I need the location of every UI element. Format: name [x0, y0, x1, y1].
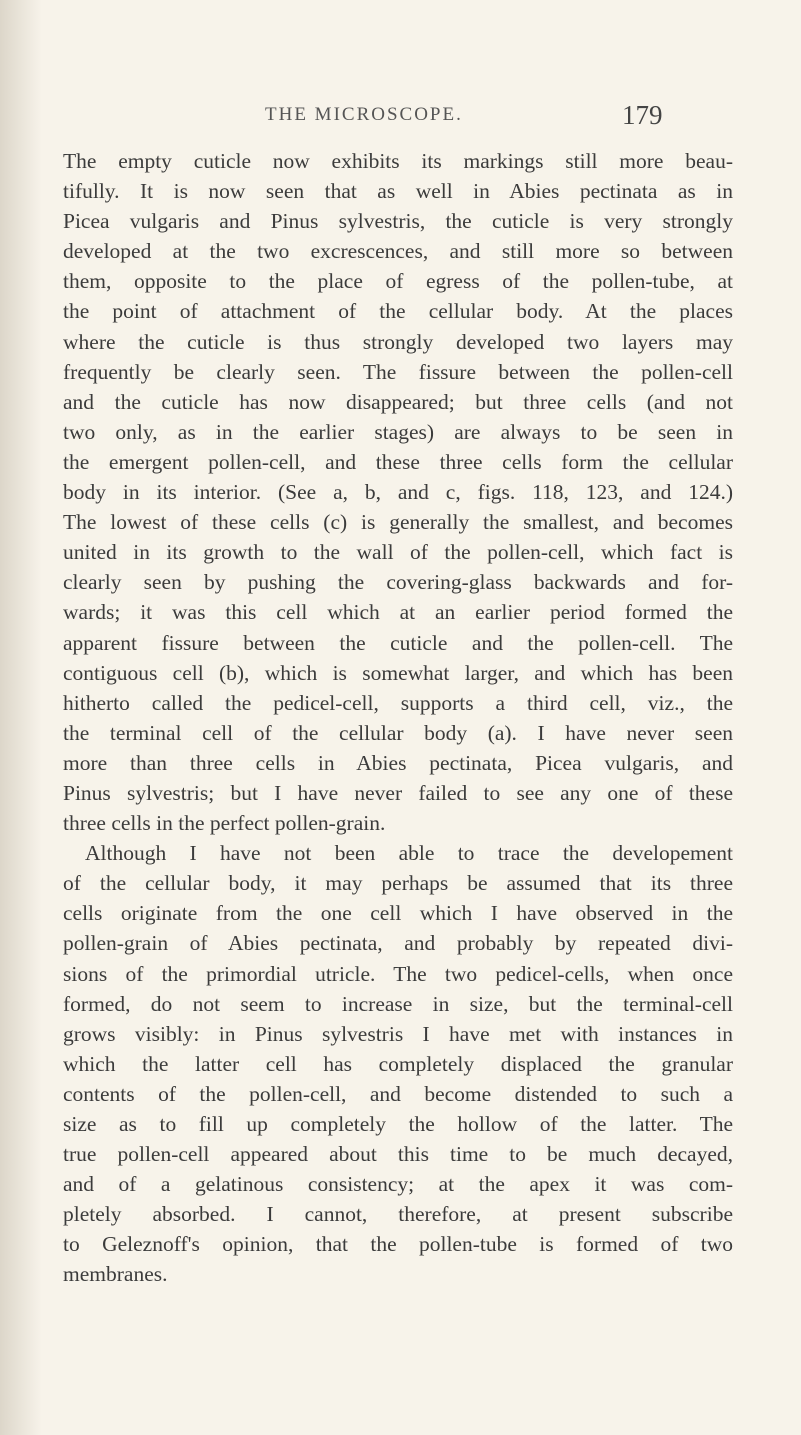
text-line: contents of the pollen-cell, and become distended to such a: [63, 1081, 733, 1106]
running-title: THE MICROSCOPE.: [265, 104, 463, 125]
text-line: the emergent pollen-cell, and these three cells form the cellular: [63, 449, 733, 474]
text-line: grows visibly: in Pinus sylvestris I have met with instances in: [63, 1021, 733, 1046]
page-edge-shadow: [0, 0, 42, 1435]
text-line: united in its growth to the wall of the pollen-cell, which fact is: [63, 540, 733, 565]
text-line: true pollen-cell appeared about this time to be much decayed,: [63, 1142, 733, 1167]
paragraph-start-line: Although I have not been able to trace the developement: [85, 841, 733, 866]
text-line: of the cellular body, it may perhaps be assumed that its three: [63, 871, 733, 896]
text-line: frequently be clearly seen. The fissure between the pollen-cell: [63, 359, 733, 384]
paragraph-end-line: three cells in the perfect pollen-grain.: [63, 811, 386, 836]
text-line: body in its interior. (See a, b, and c, figs. 118, 123, and 124.): [63, 480, 733, 505]
text-line: the point of attachment of the cellular body. At the places: [63, 299, 733, 324]
text-line: clearly seen by pushing the covering-glass backwards and for-: [63, 570, 733, 595]
text-line: tifully. It is now seen that as well in Abies pectinata as in: [63, 179, 733, 204]
text-line: where the cuticle is thus strongly developed two layers may: [63, 329, 733, 354]
text-line: cells originate from the one cell which I have observed in the: [63, 901, 733, 926]
text-line: The empty cuticle now exhibits its markings still more beau-: [63, 149, 733, 173]
text-line: to Geleznoff's opinion, that the pollen-tube is formed of two: [63, 1232, 733, 1257]
running-header: [0, 100, 801, 136]
text-line: and of a gelatinous consistency; at the apex it was com-: [63, 1172, 733, 1197]
text-line: hitherto called the pedicel-cell, supports a third cell, viz., the: [63, 690, 733, 715]
text-line: two only, as in the earlier stages) are always to be seen in: [63, 419, 733, 444]
paragraph-end-line: membranes.: [63, 1262, 168, 1287]
text-line: more than three cells in Abies pectinata, Picea vulgaris, and: [63, 750, 733, 775]
text-line: contiguous cell (b), which is somewhat larger, and which has been: [63, 660, 733, 685]
text-line: the terminal cell of the cellular body (a). I have never seen: [63, 720, 733, 745]
text-line: and the cuticle has now disappeared; but three cells (and not: [63, 389, 733, 414]
text-line: Pinus sylvestris; but I have never failed to see any one of these: [63, 780, 733, 805]
page-number: 179: [622, 100, 663, 130]
text-line: Picea vulgaris and Pinus sylvestris, the cuticle is very strongly: [63, 209, 733, 234]
text-line: wards; it was this cell which at an earlier period formed the: [63, 600, 733, 625]
text-line: developed at the two excrescences, and still more so between: [63, 239, 733, 264]
body-text: [63, 146, 733, 1290]
text-line: formed, do not seem to increase in size, but the terminal-cell: [63, 991, 733, 1016]
text-line: pollen-grain of Abies pectinata, and probably by repeated divi-: [63, 931, 733, 956]
text-line: The lowest of these cells (c) is generally the smallest, and becomes: [63, 510, 733, 535]
text-line: them, opposite to the place of egress of the pollen-tube, at: [63, 269, 733, 294]
text-line: pletely absorbed. I cannot, therefore, at present subscribe: [63, 1202, 733, 1227]
text-line: apparent fissure between the cuticle and the pollen-cell. The: [63, 630, 733, 655]
text-line: size as to fill up completely the hollow of the latter. The: [63, 1112, 733, 1136]
text-line: which the latter cell has completely displaced the granular: [63, 1051, 733, 1076]
text-line: sions of the primordial utricle. The two pedicel-cells, when once: [63, 961, 733, 986]
